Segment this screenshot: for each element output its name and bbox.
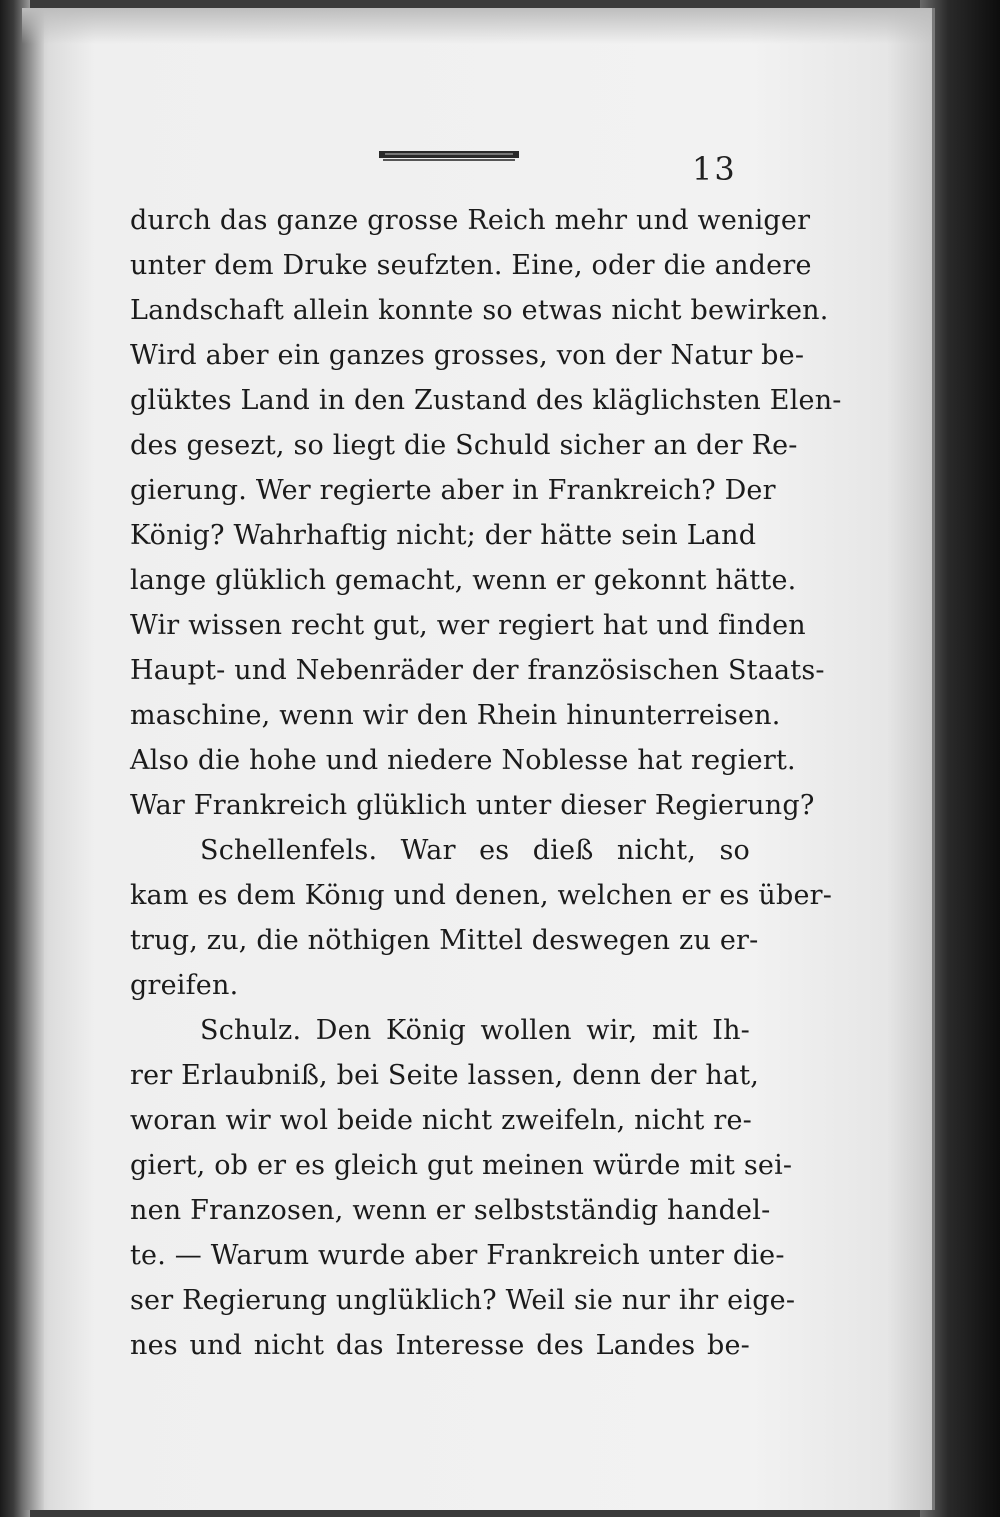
text-line: rer Erlaubniß, bei Seite lassen, denn der hat, — [130, 1060, 760, 1091]
text-line: Wir wissen recht gut, wer regiert hat und finden — [130, 610, 806, 641]
text-line: des gesezt, so liegt die Schuld sicher an der Re- — [130, 430, 798, 461]
gutter-shadow — [22, 8, 44, 1510]
text-line: Haupt- und Nebenräder der französischen Staats- — [130, 655, 825, 686]
text-line: kam es dem Könıg und denen, welchen er es über- — [130, 880, 833, 911]
body-text — [130, 198, 842, 1368]
text-line: trug, zu, die nöthigen Mittel deswegen zu er- — [130, 925, 759, 956]
speaker-line: Schulz. Den König wollen wir, mit Ih- — [200, 1015, 750, 1046]
text-line: gierung. Wer regierte aber in Frankreich? Der — [130, 475, 776, 506]
text-line: unter dem Druke seufzten. Eine, oder die andere — [130, 250, 812, 281]
page-top-shadow — [22, 8, 932, 44]
text-line: maschine, wenn wir den Rhein hinunterreisen. — [130, 700, 781, 731]
text-line: Wird aber ein ganzes grosses, von der Natur be- — [130, 340, 805, 371]
text-line: Also die hohe und niedere Noblesse hat regiert. — [130, 745, 796, 776]
text-line: ser Regierung unglüklich? Weil sie nur ihr eige- — [130, 1285, 796, 1316]
page-number: 13 — [692, 150, 737, 188]
text-line: War Frankreich glüklich unter dieser Regierung? — [130, 790, 815, 821]
text-line: durch das ganze grosse Reich mehr und weniger — [130, 205, 811, 236]
book-page — [22, 8, 935, 1510]
text-line: König? Wahrhaftig nicht; der hätte sein Land — [130, 520, 757, 551]
text-line: nes und nicht das Interesse des Landes be- — [130, 1330, 750, 1361]
text-line: glüktes Land in den Zustand des kläglichsten Elen- — [130, 385, 842, 416]
text-line: Landschaft allein konnte so etwas nicht bewirken. — [130, 295, 829, 326]
header-rule-ornament — [379, 148, 519, 162]
text-line: woran wir wol beide nicht zweifeln, nicht re- — [130, 1105, 752, 1136]
text-line: nen Franzosen, wenn er selbstständig handel- — [130, 1195, 771, 1226]
text-line: te. — Warum wurde aber Frankreich unter die- — [130, 1240, 785, 1271]
speaker-line: Schellenfels. War es dieß nicht, so — [200, 835, 750, 866]
text-line: lange glüklich gemacht, wenn er gekonnt hätte. — [130, 565, 797, 596]
text-line: greifen. — [130, 970, 239, 1001]
text-line: giert, ob er es gleich gut meinen würde mit sei- — [130, 1150, 793, 1181]
